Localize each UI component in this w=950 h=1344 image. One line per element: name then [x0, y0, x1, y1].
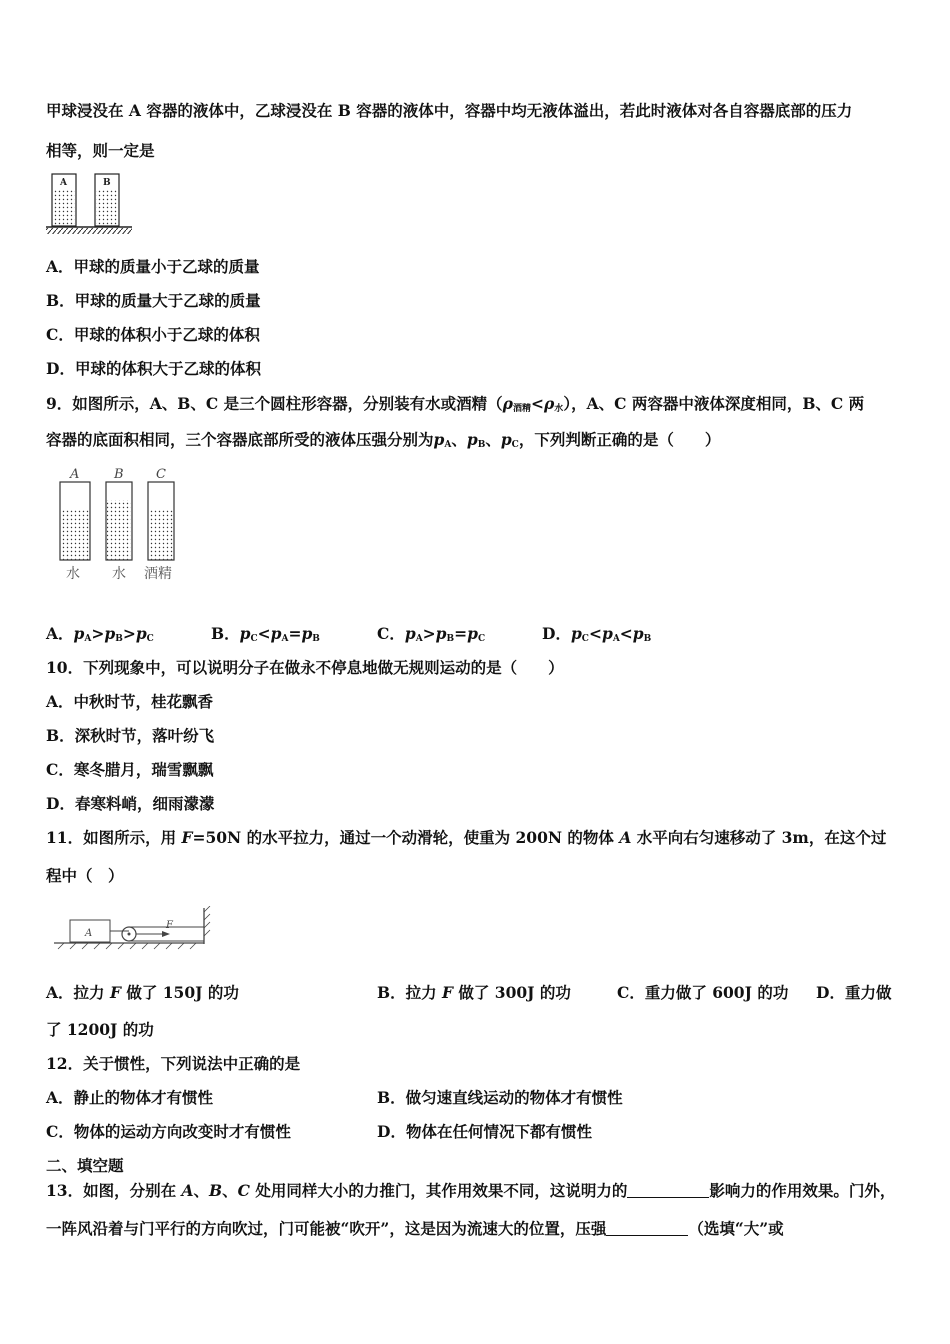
q11-option-b: B．拉力 F 做了 300J 的功: [377, 983, 571, 1002]
q9-liquid-a: 水: [66, 566, 80, 582]
q10-option-c: C．寒冬腊月，瑞雪飘飘: [46, 760, 214, 779]
q9-option-d: D．$p_C<p_A<p_B$: [542, 624, 652, 644]
q10-stem: 10．下列现象中，可以说明分子在做永不停息地做无规则运动的是（ ）: [46, 658, 564, 677]
q12-option-a: A．静止的物体才有惯性: [46, 1088, 214, 1107]
q11-option-d-part2: 了 1200J 的功: [46, 1020, 154, 1039]
q11-stem-line1: 11．如图所示，用 F=50N 的水平拉力，通过一个动滑轮，使重为 200N 的物体 A 水平向右匀速移动了 3m，在这个过: [46, 828, 887, 847]
q11-figure-pulley: [54, 906, 214, 956]
q9-stem-line1: 9．如图所示，A、B、C 是三个圆柱形容器，分别装有水或酒精$(\rho_{酒精}<\rho_水)$，A、C 两容器中液体深度相同，B、C 两: [46, 394, 865, 414]
q9-label-b: B: [114, 467, 124, 482]
q12-option-c: C．物体的运动方向改变时才有惯性: [46, 1122, 291, 1141]
q11-option-a: A．拉力 F 做了 150J 的功: [46, 983, 239, 1002]
section-heading: 二、填空题: [46, 1156, 124, 1175]
q8-figure-containers: [46, 170, 136, 238]
q12-option-d: D．物体在任何情况下都有惯性: [377, 1122, 592, 1141]
q11-stem-line2: 程中（ ）: [46, 866, 124, 885]
q9-stem-line2: 容器的底面积相同，三个容器底部所受的液体压强分别为$p_A$、$p_B$、$p_C$，下列判断正确的是（ ）: [46, 430, 721, 450]
q9-figure-containers: [46, 462, 186, 584]
q8-option-b: B．甲球的质量大于乙球的质量: [46, 291, 261, 310]
q11-force-label: F: [166, 920, 173, 931]
q8-option-c: C．甲球的体积小于乙球的体积: [46, 325, 260, 344]
q8-option-a: A．甲球的质量小于乙球的质量: [46, 257, 260, 276]
q10-option-a: A．中秋时节，桂花飘香: [46, 692, 214, 711]
q13-blank-2[interactable]: [606, 1221, 688, 1236]
q9-option-b: B．$p_C<p_A=p_B$: [211, 624, 320, 644]
q9-liquid-b: 水: [112, 566, 126, 582]
q9-option-a: A．$p_A>p_B>p_C$: [46, 624, 154, 644]
q9-option-c: C．$p_A>p_B=p_C$: [377, 624, 486, 644]
q8-stem-line1: 甲球浸没在 A 容器的液体中，乙球浸没在 B 容器的液体中，容器中均无液体溢出，若此时液体对各自容器底部的压力: [46, 101, 853, 120]
q8-label-b: B: [103, 178, 111, 188]
q9-liquid-c: 酒精: [144, 566, 172, 582]
q11-option-d-part1: D．重力做: [816, 983, 892, 1002]
q13-line2: 一阵风沿着与门平行的方向吹过，门可能被“吹开”，这是因为流速大的位置，压强 （选填“大”或: [46, 1219, 784, 1238]
q12-option-b: B．做匀速直线运动的物体才有惯性: [377, 1088, 623, 1107]
q12-stem: 12．关于惯性，下列说法中正确的是: [46, 1054, 301, 1073]
q13-line1: 13．如图，分别在 A、B、C 处用同样大小的力推门，其作用效果不同，这说明力的 影响力的作用效果。门外，: [46, 1181, 896, 1200]
q11-block-label: A: [85, 928, 93, 939]
q10-option-d: D．春寒料峭，细雨濛濛: [46, 794, 215, 813]
q9-label-c: C: [156, 467, 166, 482]
q8-option-d: D．甲球的体积大于乙球的体积: [46, 359, 261, 378]
q13-blank-1[interactable]: [627, 1183, 709, 1198]
q8-label-a: A: [60, 178, 67, 188]
q8-stem-line2: 相等，则一定是: [46, 141, 155, 160]
q11-option-c: C．重力做了 600J 的功: [617, 983, 789, 1002]
q10-option-b: B．深秋时节，落叶纷飞: [46, 726, 215, 745]
q9-label-a: A: [70, 467, 80, 482]
